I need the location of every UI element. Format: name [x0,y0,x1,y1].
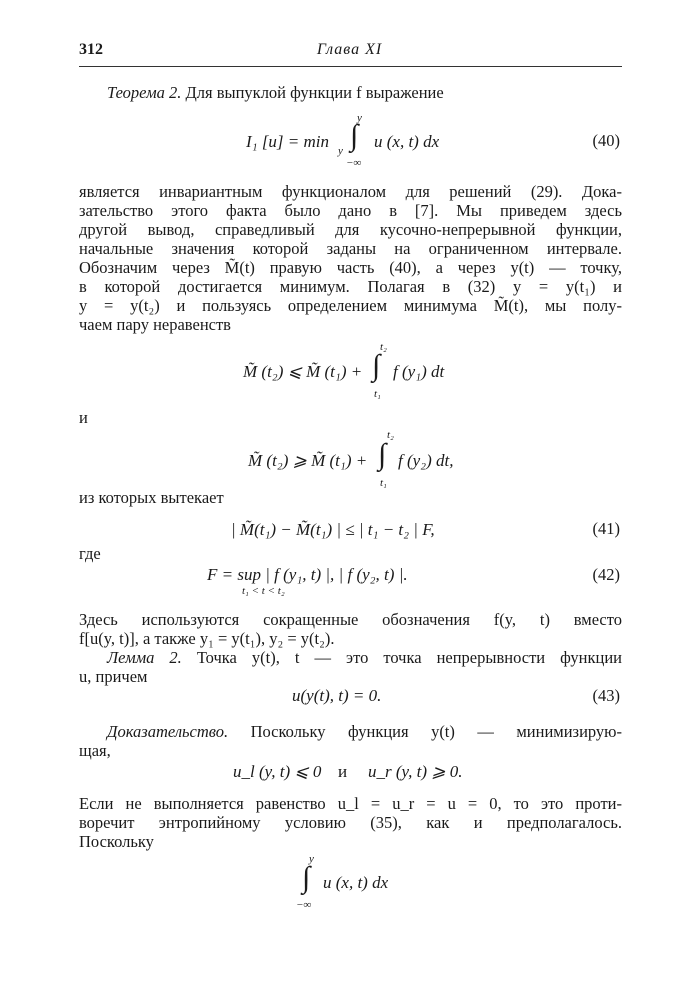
eq40-upper-limit: y [357,112,362,124]
eq40-lower-limit: −∞ [346,157,362,169]
ineq1-lower-limit: t₁ [374,388,381,400]
ineq2-lower-limit: t₁ [380,477,387,489]
final-integrand: u (x, t) dx [323,873,389,892]
ineq2-upper-limit: t₂ [387,429,394,441]
eq40-lhs: I₁ [u] = min [246,132,330,151]
proof-text: Поскольку функция y(t) — минимизирую- [250,722,622,741]
ineq3-left: u_l (y, t) ⩽ 0 [233,762,322,781]
integral-sign-icon: ∫ [302,861,311,894]
final-lower-limit: −∞ [296,899,312,911]
from-which-text: из которых вытекает [79,488,224,507]
running-header: Глава XI [316,41,383,58]
lemma-label: Лемма 2. [107,648,182,667]
eq42-number: (42) [592,565,620,584]
ineq1-integrand: f (y₁) dt [393,362,445,381]
eq40-min-sub: y [338,145,343,157]
lemma-line-2: u, причем [79,667,148,686]
final-upper-limit: y [309,853,314,865]
proof-line-2: щая, [79,741,111,760]
p1-line: в которой достигается минимум. Полагая в (32) y = y(t₁) и [79,277,622,296]
p1-line: Обозначим через M̃(t) правую часть (40), а через y(t) — точку, [79,258,622,277]
lemma-text: Точка y(t), t — это точка непрерывности функции [196,648,622,667]
p3-line: Если не выполняется равенство u_l = u_r = u = 0, то это проти- [79,794,622,813]
ineq1-upper-limit: t₂ [380,341,387,353]
eq42-formula: F = sup | f (y₁, t) |, | f (y₂, t) |. [207,565,408,584]
p1-line: начальные значения которой заданы на ограниченном интервале. [79,239,622,258]
lemma-line [79,648,622,667]
and-word: и [79,408,88,427]
proof-line [79,722,622,741]
proof [79,722,622,760]
ineq3-right: u_r (y, t) ⩾ 0. [368,762,463,781]
ineq2-lhs: M̃ (t₂) ⩾ M̃ (t₁) + [248,451,368,470]
eq41-formula: | M̃(t₁) − M̃(t₁) | ≤ | t₁ − t₂ | F, [231,520,435,539]
page-number: 312 [79,41,103,58]
ineq2-integrand: f (y₂) dt, [398,451,454,470]
p1-line: y = y(t₂) и пользуясь определением минимума M̃(t), мы полу- [79,296,622,315]
p1-line: чаем пару неравенств [79,315,231,334]
header-rule [79,66,622,67]
integral-sign-icon: ∫ [350,119,359,152]
paragraph-3 [79,794,622,851]
eq43-formula: u(y(t), t) = 0. [292,686,382,705]
eq43-number: (43) [592,686,620,705]
p1-line: является инвариантным функционалом для решений (29). Дока- [79,182,622,201]
paragraph-2 [79,610,622,648]
p1-line: другой вывод, справедливый для кусочно-непрерывной функции, [79,220,622,239]
proof-label: Доказательство. [107,722,229,741]
ineq3-and: и [338,762,348,781]
where-word: где [79,544,101,563]
eq42-sup-sub: t₁ < t < t₂ [242,585,285,597]
ineq1-lhs: M̃ (t₂) ⩽ M̃ (t₁) + [243,362,363,381]
p3-line: Поскольку [79,832,154,851]
p1-line: зательство этого факта было дано в [7]. Мы приведем здесь [79,201,622,220]
p2-line: Здесь используются сокращенные обозначения f(y, t) вместо [79,610,622,629]
eq40-number: (40) [592,131,620,150]
integral-sign-icon: ∫ [378,438,387,471]
theorem-2 [79,83,622,102]
paragraph-1 [79,182,622,334]
eq41-number: (41) [592,519,620,538]
theorem-text: Для выпуклой функции f выражение [185,83,444,102]
p2-line: f[u(y, t)], а также y₁ = y(t₁), y₂ = y(t₂). [79,629,335,648]
eq40-integrand: u (x, t) dx [374,132,440,151]
p3-line: воречит энтропийному условию (35), как и предполагалось. [79,813,622,832]
theorem-label: Теорема 2. [107,83,182,102]
lemma-2 [79,648,622,686]
integral-sign-icon: ∫ [372,349,381,382]
